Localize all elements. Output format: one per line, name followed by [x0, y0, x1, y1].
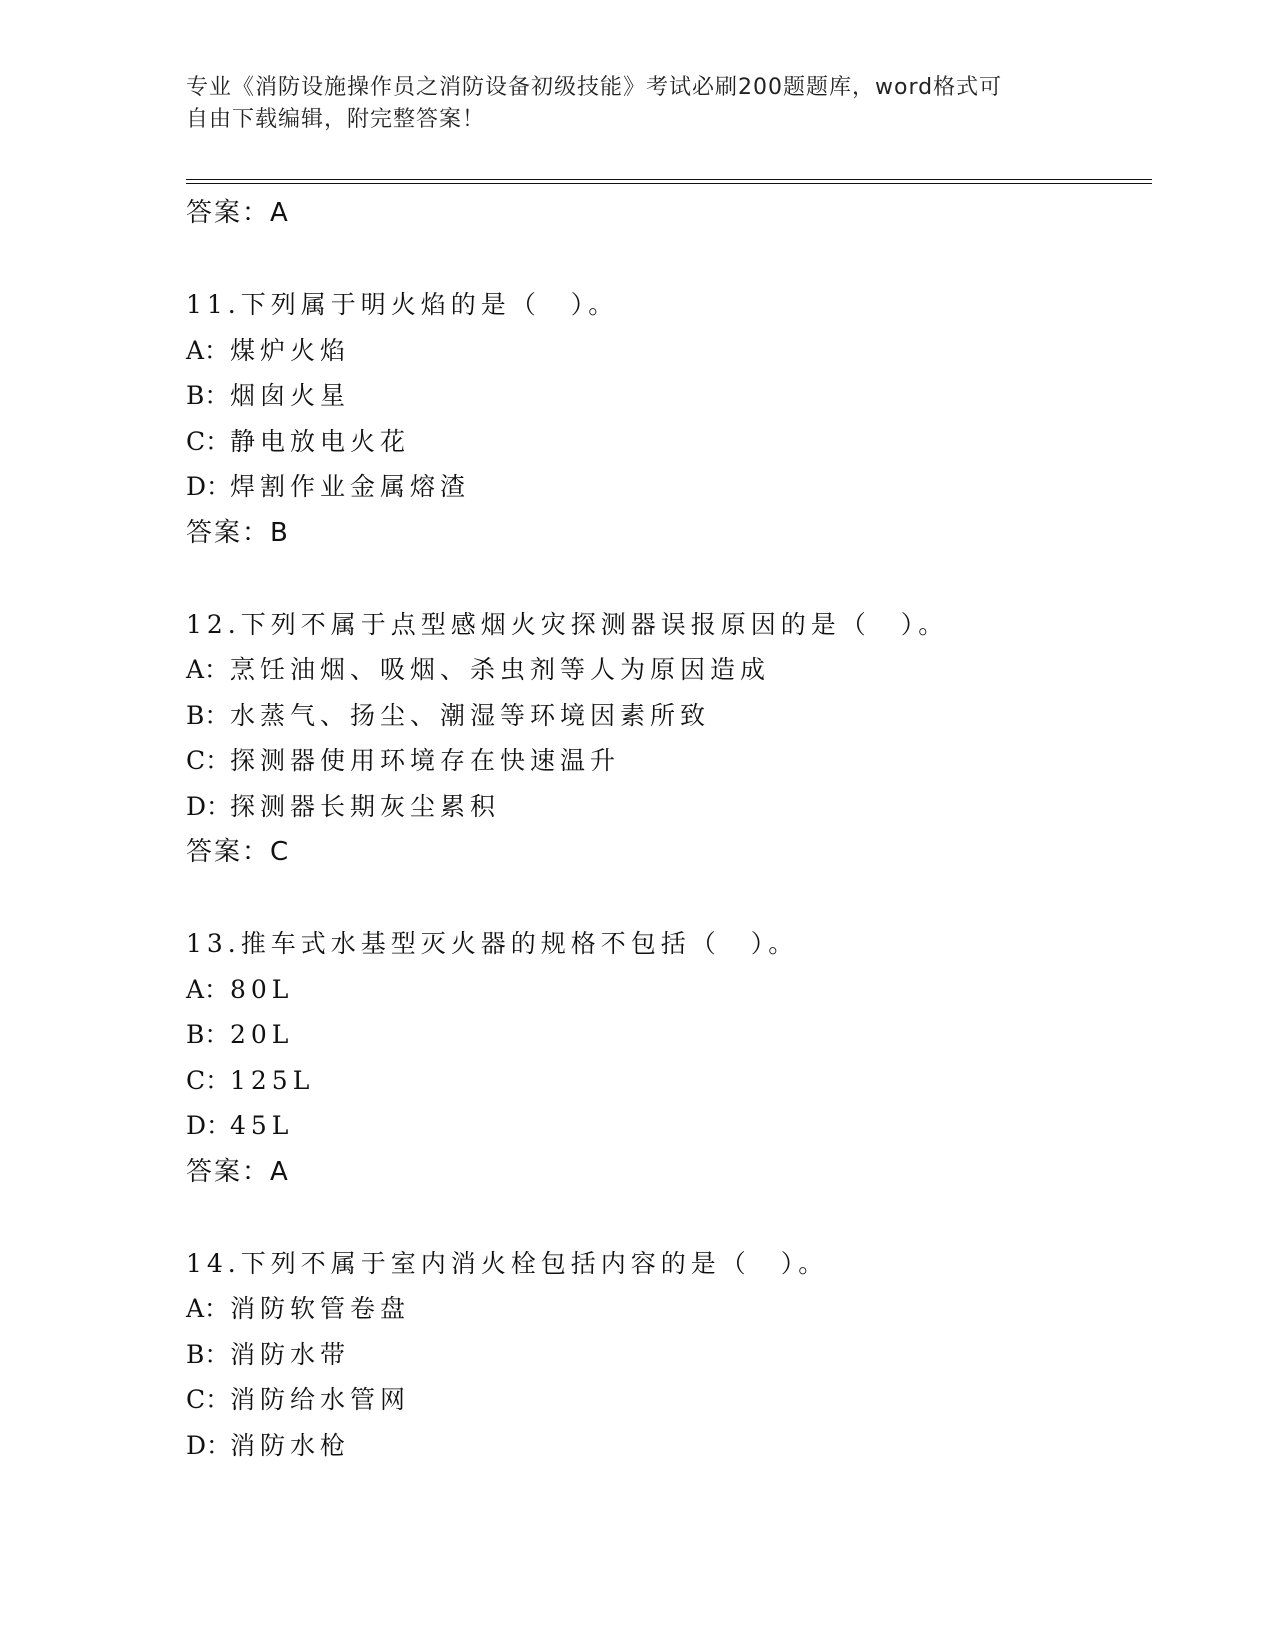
option-text: 20L: [230, 1020, 294, 1049]
option-key: C：: [186, 426, 231, 456]
question-13: [186, 921, 1152, 1195]
option-key: B：: [186, 381, 230, 410]
question-title: 11.下列属于明火焰的是（ ）。: [186, 290, 619, 319]
option-key: A：: [186, 1294, 230, 1323]
option-key: B：: [186, 1339, 230, 1369]
option-text: 焊割作业金属熔渣: [230, 472, 471, 501]
option-b: [186, 693, 1152, 739]
option-a: [186, 1286, 1152, 1332]
question-11: [186, 282, 1152, 556]
option-key: A：: [186, 974, 230, 1004]
answer: 答案：B: [186, 517, 290, 548]
option-b: [186, 1332, 1152, 1378]
option-key: B：: [186, 700, 230, 730]
question-title: 13.推车式水基型灭火器的规格不包括（ ）。: [186, 929, 799, 958]
option-key: D：: [186, 791, 232, 821]
spacer: [186, 236, 1152, 282]
option-text: 探测器长期灰尘累积: [230, 791, 501, 821]
spacer: [186, 556, 1152, 602]
option-key: A：: [186, 335, 230, 365]
option-c: [186, 1377, 1152, 1423]
option-text: 探测器使用环境存在快速温升: [230, 746, 621, 775]
answer: 答案：C: [186, 837, 291, 867]
option-text: 静电放电火花: [230, 426, 411, 456]
option-key: D：: [186, 472, 232, 501]
option-text: 烟囱火星: [230, 381, 351, 410]
option-key: C：: [186, 1385, 231, 1414]
option-text: 消防水带: [230, 1339, 351, 1369]
option-text: 消防给水管网: [230, 1385, 411, 1414]
header-divider-bottom: [186, 183, 1152, 184]
option-text: 煤炉火焰: [230, 335, 351, 365]
option-d: [186, 784, 1152, 830]
option-key: C：: [186, 746, 231, 775]
option-text: 45L: [230, 1111, 294, 1140]
option-a: [186, 647, 1152, 693]
header-line-2: 自由下载编辑，附完整答案！: [186, 107, 486, 132]
option-text: 80L: [230, 974, 294, 1004]
option-d: [186, 1423, 1152, 1469]
option-c: [186, 419, 1152, 465]
option-key: C：: [186, 1065, 231, 1095]
question-list: [186, 190, 1152, 1468]
question-14: [186, 1241, 1152, 1469]
option-text: 消防水枪: [230, 1430, 351, 1460]
option-c: [186, 738, 1152, 784]
option-text: 125L: [230, 1065, 315, 1095]
question-title: 12.下列不属于点型感烟火灾探测器误报原因的是（ ）。: [186, 609, 949, 639]
option-key: D：: [186, 1430, 232, 1460]
option-c: [186, 1058, 1152, 1104]
option-b: [186, 373, 1152, 419]
answer-q10: 答案：A: [186, 198, 290, 228]
page-header: [186, 72, 1066, 136]
option-text: 水蒸气、扬尘、潮湿等环境因素所致: [230, 700, 711, 730]
option-b: [186, 1012, 1152, 1058]
answer: 答案：A: [186, 1156, 290, 1187]
spacer: [186, 875, 1152, 921]
spacer: [186, 1195, 1152, 1241]
option-key: D：: [186, 1111, 232, 1140]
header-line-1: 专业《消防设施操作员之消防设备初级技能》考试必刷200题题库，word格式可: [186, 75, 1003, 100]
question-title: 14.下列不属于室内消火栓包括内容的是（ ）。: [186, 1248, 829, 1278]
option-a: [186, 328, 1152, 374]
option-key: A：: [186, 655, 230, 684]
option-text: 烹饪油烟、吸烟、杀虫剂等人为原因造成: [230, 655, 771, 684]
option-text: 消防软管卷盘: [230, 1294, 411, 1323]
question-12: [186, 602, 1152, 876]
option-key: B：: [186, 1020, 230, 1049]
option-a: [186, 967, 1152, 1013]
option-d: [186, 1103, 1152, 1149]
option-d: [186, 464, 1152, 510]
header-divider-top: [186, 179, 1152, 180]
